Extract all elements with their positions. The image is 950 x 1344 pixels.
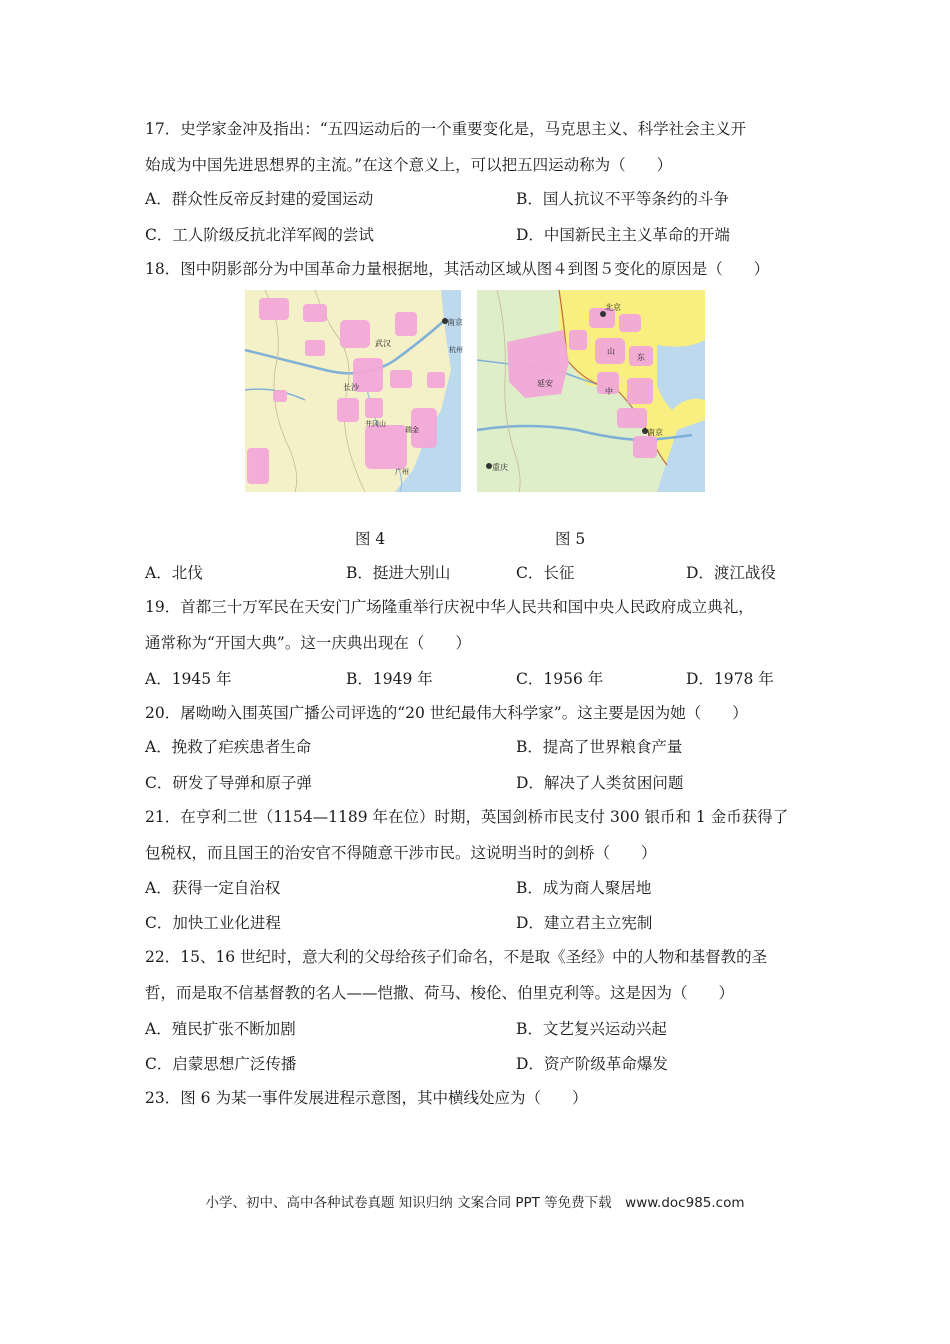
figure-5-caption: 图 5 bbox=[555, 530, 586, 548]
q19-option-b: B．1949 年 bbox=[346, 670, 433, 688]
map4-label-guangzhou: 广州 bbox=[395, 468, 409, 476]
map5-label-yanan: 延安 bbox=[537, 379, 553, 388]
map4-label-wuhan: 武汉 bbox=[375, 339, 391, 348]
q22-stem-line1: 22．15、16 世纪时，意大利的父母给孩子们命名，不是取《圣经》中的人物和基督教的圣 bbox=[145, 948, 768, 966]
map5-label-dong: 东 bbox=[637, 353, 645, 362]
map4-label-changsha: 长沙 bbox=[343, 383, 359, 392]
q21-option-a: A．获得一定自治权 bbox=[145, 879, 281, 897]
q18-option-b: B．挺进大别山 bbox=[346, 564, 451, 582]
q18-maps bbox=[245, 290, 705, 492]
q20-option-a: A．挽救了疟疾患者生命 bbox=[145, 738, 312, 756]
q17-option-a: A．群众性反帝反封建的爱国运动 bbox=[145, 190, 374, 208]
q20-option-b: B．提高了世界粮食产量 bbox=[516, 738, 683, 756]
page-footer[interactable]: 小学、初中、高中各种试卷真题 知识归纳 文案合同 PPT 等免费下载 www.doc985.com bbox=[205, 1195, 745, 1211]
q17-option-b: B．国人抗议不平等条约的斗争 bbox=[516, 190, 729, 208]
q20-option-d: D．解决了人类贫困问题 bbox=[516, 774, 684, 792]
map4-label-ruijin: 瑞金 bbox=[405, 426, 419, 434]
figure-4-caption: 图 4 bbox=[355, 530, 386, 548]
figure-5-map bbox=[477, 290, 705, 492]
q17-stem-line1: 17．史学家金冲及指出：“五四运动后的一个重要变化是，马克思主义、科学社会主义开 bbox=[145, 120, 747, 138]
map5-label-shan: 山 bbox=[607, 347, 615, 356]
q19-option-d: D．1978 年 bbox=[686, 670, 774, 688]
figure-4-map bbox=[245, 290, 461, 492]
q18-stem-line1: 18．图中阴影部分为中国革命力量根据地，其活动区域从图４到图５变化的原因是（ ） bbox=[145, 260, 770, 278]
q22-option-d: D．资产阶级革命爆发 bbox=[516, 1055, 668, 1073]
q21-option-b: B．成为商人聚居地 bbox=[516, 879, 652, 897]
q23-stem-line1: 23．图 6 为某一事件发展进程示意图，其中横线处应为（ ） bbox=[145, 1089, 588, 1107]
map5-label-chongqing: 重庆 bbox=[492, 463, 508, 472]
q17-stem-line2: 始成为中国先进思想界的主流。”在这个意义上，可以把五四运动称为（ ） bbox=[145, 156, 673, 174]
q19-stem-line2: 通常称为“开国大典”。这一庆典出现在（ ） bbox=[145, 634, 471, 652]
q22-stem-line2: 哲，而是取不信基督教的名人——恺撒、荷马、梭伦、伯里克利等。这是因为（ ） bbox=[145, 984, 735, 1002]
map5-label-nanjing: 南京 bbox=[647, 428, 663, 437]
q18-option-d: D．渡江战役 bbox=[686, 564, 776, 582]
map4-label-hangzhou: 杭州 bbox=[449, 346, 463, 354]
q19-option-c: C．1956 年 bbox=[516, 670, 604, 688]
q21-option-d: D．建立君主立宪制 bbox=[516, 914, 653, 932]
q19-stem-line1: 19．首都三十万军民在天安门广场隆重举行庆祝中华人民共和国中央人民政府成立典礼， bbox=[145, 598, 754, 616]
q18-option-c: C．长征 bbox=[516, 564, 575, 582]
q22-option-c: C．启蒙思想广泛传播 bbox=[145, 1055, 297, 1073]
q22-option-a: A．殖民扩张不断加剧 bbox=[145, 1020, 296, 1038]
map5-label-beijing: 北京 bbox=[605, 303, 621, 312]
map5-label-zhong: 中 bbox=[605, 387, 613, 396]
map4-label-nanjing: 南京 bbox=[447, 318, 463, 327]
q17-option-d: D．中国新民主主义革命的开端 bbox=[516, 226, 730, 244]
q21-option-c: C．加快工业化进程 bbox=[145, 914, 281, 932]
q19-option-a: A．1945 年 bbox=[145, 670, 232, 688]
q17-option-c: C．工人阶级反抗北洋军阀的尝试 bbox=[145, 226, 374, 244]
q21-stem-line2: 包税权，而且国王的治安官不得随意干涉市民。这说明当时的剑桥（ ） bbox=[145, 844, 657, 862]
q20-option-c: C．研发了导弹和原子弹 bbox=[145, 774, 312, 792]
q18-option-a: A．北伐 bbox=[145, 564, 203, 582]
q20-stem-line1: 20．屠呦呦入围英国广播公司评选的“20 世纪最伟大科学家”。这主要是因为她（ ） bbox=[145, 704, 748, 722]
q21-stem-line1: 21．在亨利二世（1154—1189 年在位）时期，英国剑桥市民支付 300 银币和 1 金币获得了 bbox=[145, 808, 789, 826]
map4-label-jinggangshan: 井冈山 bbox=[365, 420, 386, 428]
q22-option-b: B．文艺复兴运动兴起 bbox=[516, 1020, 667, 1038]
